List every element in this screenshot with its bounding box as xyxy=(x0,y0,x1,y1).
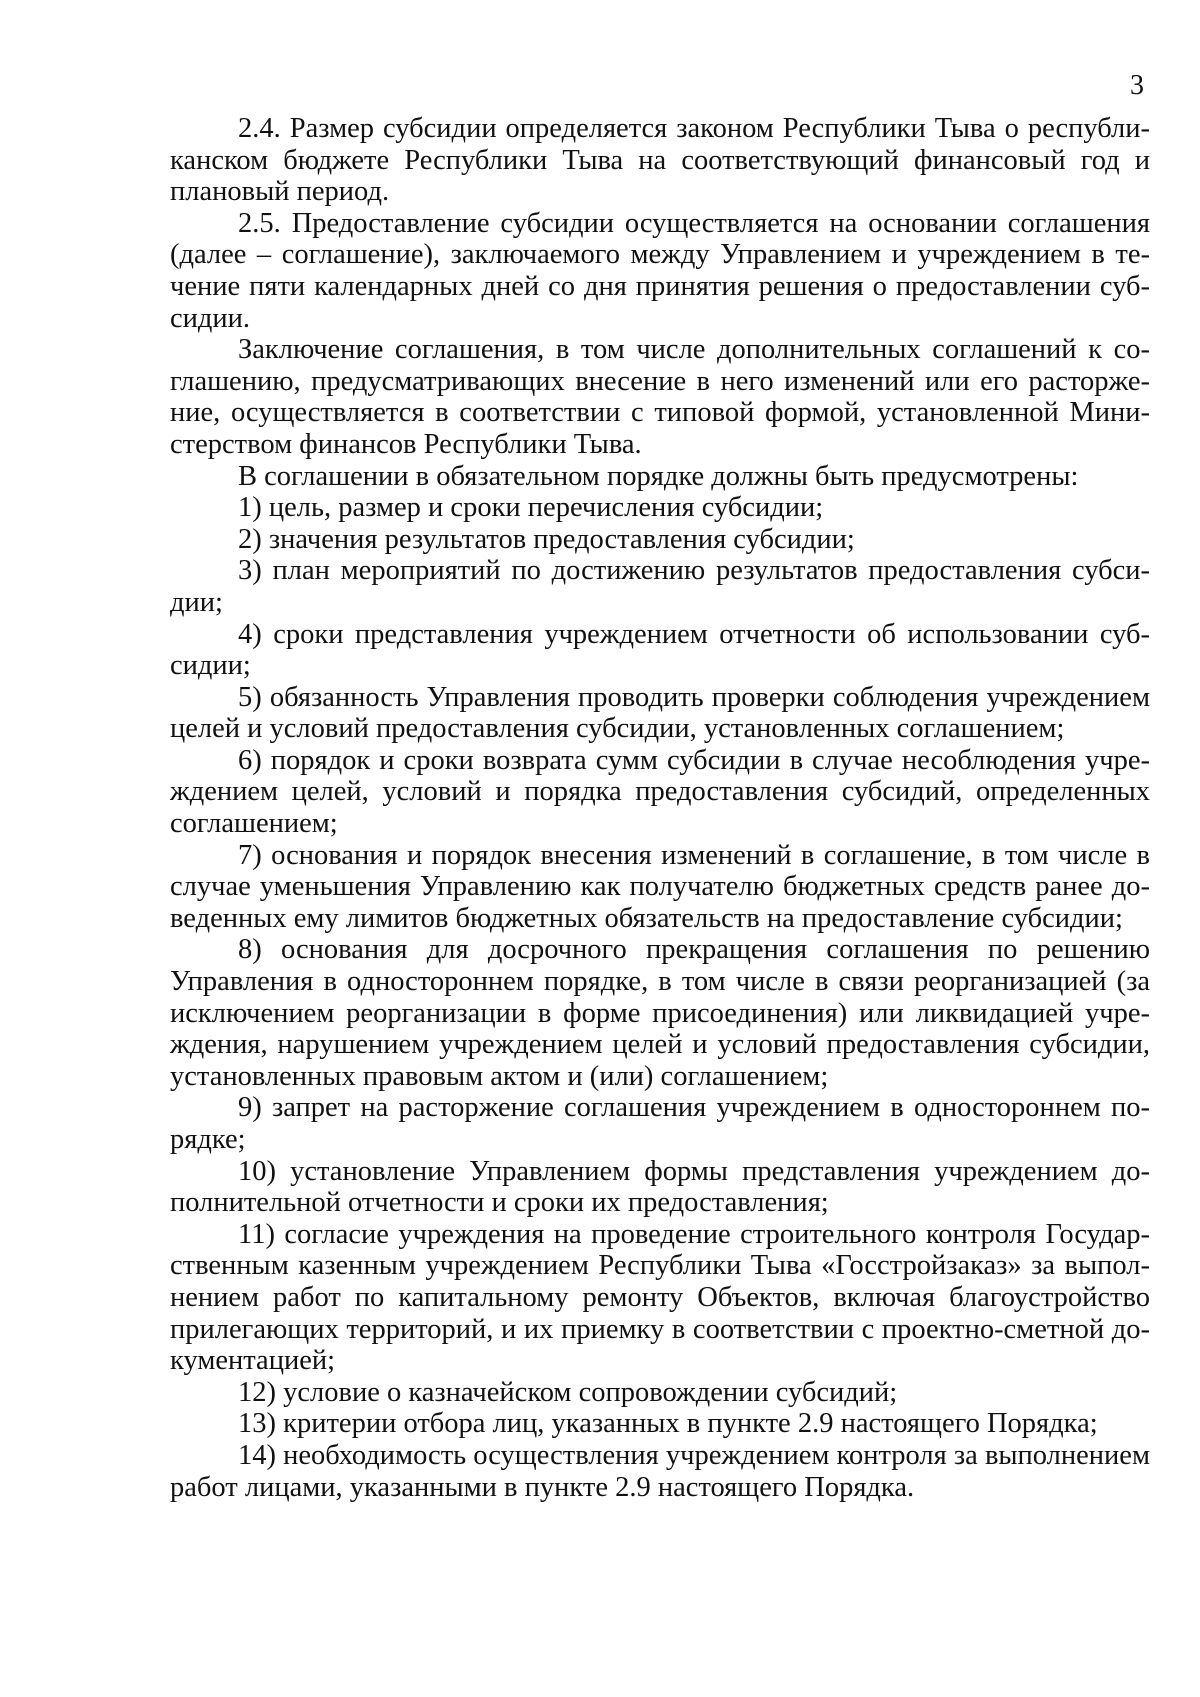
document-body xyxy=(170,113,1150,1503)
page-number: 3 xyxy=(1130,70,1144,101)
paragraph-2-4: 2.4. Размер субсидии определяется законом Республики Тыва о республиканском бюджете Республики Тыва на соответствующий финансовый год и плановый период. xyxy=(170,113,1150,208)
paragraph-agreement-conclusion: Заключение соглашения, в том числе дополнительных соглашений к соглашению, предусматривающих внесение в него изменений или его расторжение, осуществляется в соответствии с типовой формой, установленной Министерством финансов Республики Тыва. xyxy=(170,334,1150,460)
list-item: 3) план мероприятий по достижению результатов предоставления субсидии; xyxy=(170,555,1150,618)
list-item: 8) основания для досрочного прекращения соглашения по решению Управления в одностороннем порядке, в том числе в связи реорганизацией (за исключением реорганизации в форме присоединения) или ликвидацией учреждения, нарушением учреждением целей и условий предоставления субсидии, установленных правовым актом и (или) соглашением; xyxy=(170,934,1150,1092)
list-item: 11) согласие учреждения на проведение строительного контроля Государственным казенным учреждением Республики Тыва «Госстройзаказ» за выполнением работ по капитальному ремонту Объектов, включая благоустройство прилегающих территорий, и их приемку в соответствии с проектно-сметной документацией; xyxy=(170,1218,1150,1377)
paragraph-2-5: 2.5. Предоставление субсидии осуществляется на основании соглашения (далее – соглашение), заключаемого между Управлением и учреждением в течение пяти календарных дней со дня принятия решения о предоставлении субсидии. xyxy=(170,207,1150,334)
list-item: 1) цель, размер и сроки перечисления субсидии; xyxy=(238,492,824,524)
list-item: 9) запрет на расторжение соглашения учреждением в одностороннем порядке; xyxy=(170,1092,1150,1155)
list-item: 5) обязанность Управления проводить проверки соблюдения учреждением целей и условий предоставления субсидии, установленных соглашением; xyxy=(170,681,1150,745)
list-item: 14) необходимость осуществления учреждением контроля за выполнением работ лицами, указанными в пункте 2.9 настоящего Порядка. xyxy=(170,1439,1150,1503)
list-item: 12) условие о казначейском сопровождении субсидий; xyxy=(238,1376,898,1408)
list-item: 10) установление Управлением формы представления учреждением дополнительной отчетности и сроки их предоставления; xyxy=(170,1155,1150,1219)
list-item: 7) основания и порядок внесения изменений в соглашение, в том числе в случае уменьшения Управлению как получателю бюджетных средств ранее доведенных ему лимитов бюджетных обязательств на предоставление субсидии; xyxy=(170,839,1150,934)
list-item: 13) критерии отбора лиц, указанных в пункте 2.9 настоящего Порядка; xyxy=(238,1408,1098,1440)
list-item: 6) порядок и сроки возврата сумм субсидии в случае несоблюдения учреждением целей, условий и порядка предоставления субсидий, определенных соглашением; xyxy=(170,744,1150,840)
list-item: 4) сроки представления учреждением отчетности об использовании субсидии; xyxy=(170,618,1150,682)
paragraph-agreement-requirements: В соглашении в обязательном порядке должны быть предусмотрены: xyxy=(238,460,1079,492)
list-item: 2) значения результатов предоставления субсидии; xyxy=(238,523,855,555)
